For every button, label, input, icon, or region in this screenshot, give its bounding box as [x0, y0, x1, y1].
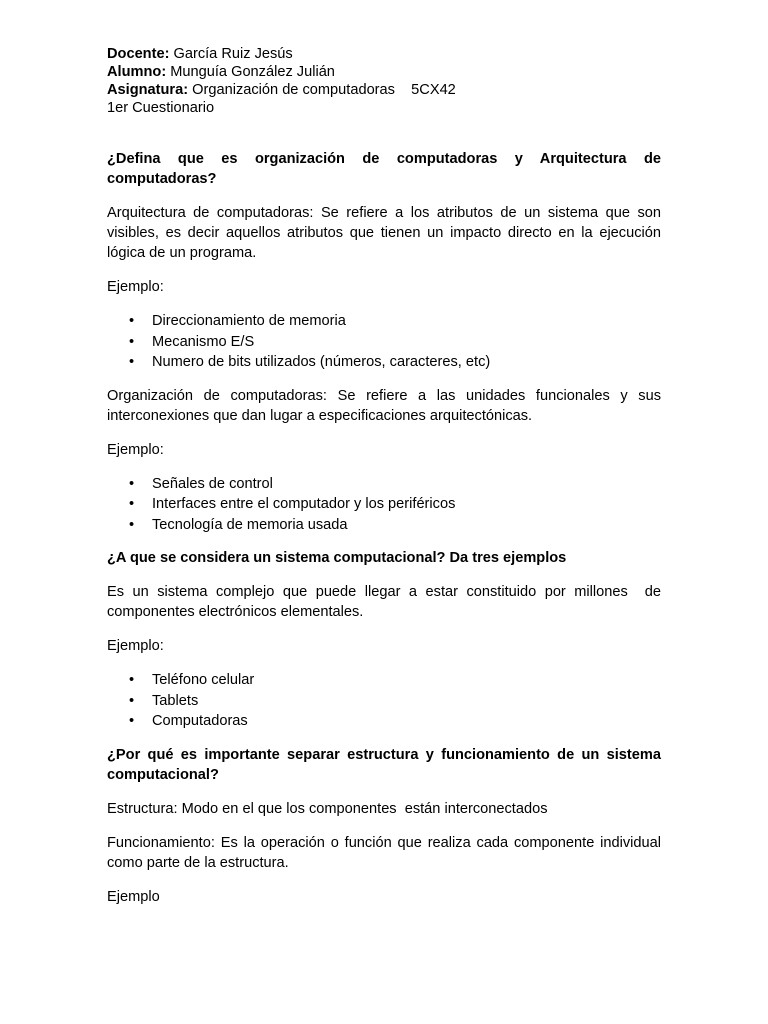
question-3: ¿Por qué es importante separar estructura y funcionamiento de un sistema computacional? — [107, 746, 661, 783]
alumno-line — [107, 63, 661, 81]
question-1: ¿Defina que es organización de computadoras y Arquitectura de computadoras? — [107, 151, 661, 187]
arquitectura-definition: Arquitectura de computadoras: Se refiere a los atributos de un sistema que son visibles, es decir aquellos atributos que tienen un impacto directo en la ejecución lógica de un programa. — [107, 205, 661, 261]
list-item: • Numero de bits utilizados (números, caracteres, etc) — [107, 352, 661, 373]
bullet-icon: • — [129, 475, 135, 492]
question-2: ¿A que se considera un sistema computacional? Da tres ejemplos — [107, 550, 567, 566]
bullet-icon: • — [129, 333, 135, 350]
list-item: • Direccionamiento de memoria — [107, 311, 661, 332]
sistema-computacional-answer: Es un sistema complejo que puede llegar a estar constituido por millones de componentes electrónicos elementales. — [107, 584, 666, 620]
asignatura-label: Asignatura: — [107, 82, 189, 98]
list-item: • Computadoras — [107, 711, 661, 732]
list-item: • Mecanismo E/S — [107, 332, 661, 353]
docente-label: Docente: — [107, 46, 170, 62]
list-item: • Interfaces entre el computador y los periféricos — [107, 494, 661, 515]
docente-line — [107, 45, 661, 63]
alumno-value: Munguía González Julián — [166, 64, 335, 80]
example-label: Ejemplo: — [107, 638, 164, 654]
organizacion-definition: Organización de computadoras: Se refiere a las unidades funcionales y sus interconexiones que dan lugar a especificaciones arquitectónicas. — [107, 387, 661, 424]
sistema-examples-list — [107, 670, 661, 732]
arquitectura-examples-list — [107, 311, 661, 373]
list-item: • Tecnología de memoria usada — [107, 515, 661, 536]
document-page — [107, 45, 666, 907]
bullet-icon: • — [129, 692, 135, 709]
bullet-icon: • — [129, 672, 135, 688]
example-label: Ejemplo — [107, 888, 160, 905]
list-item: • Teléfono celular — [107, 670, 661, 691]
document-subtitle: 1er Cuestionario — [107, 100, 215, 116]
funcionamiento-definition: Funcionamiento: Es la operación o función que realiza cada componente individual como parte de la estructura. — [107, 834, 661, 871]
bullet-icon: • — [129, 354, 135, 370]
organizacion-examples-list — [107, 474, 661, 536]
asignatura-line — [107, 81, 661, 99]
estructura-definition: Estructura: Modo en el que los componentes están interconectados — [107, 800, 548, 817]
example-label: Ejemplo: — [107, 441, 164, 458]
bullet-icon: • — [129, 496, 135, 512]
bullet-icon: • — [129, 313, 135, 329]
bullet-icon: • — [129, 516, 135, 533]
asignatura-value: Organización de computadoras 5CX42 — [188, 82, 456, 98]
bullet-icon: • — [129, 713, 135, 729]
example-label: Ejemplo: — [107, 279, 164, 295]
docente-value: García Ruiz Jesús — [169, 46, 293, 62]
list-item: • Tablets — [107, 691, 661, 712]
alumno-label: Alumno: — [107, 64, 167, 80]
list-item: • Señales de control — [107, 474, 661, 495]
